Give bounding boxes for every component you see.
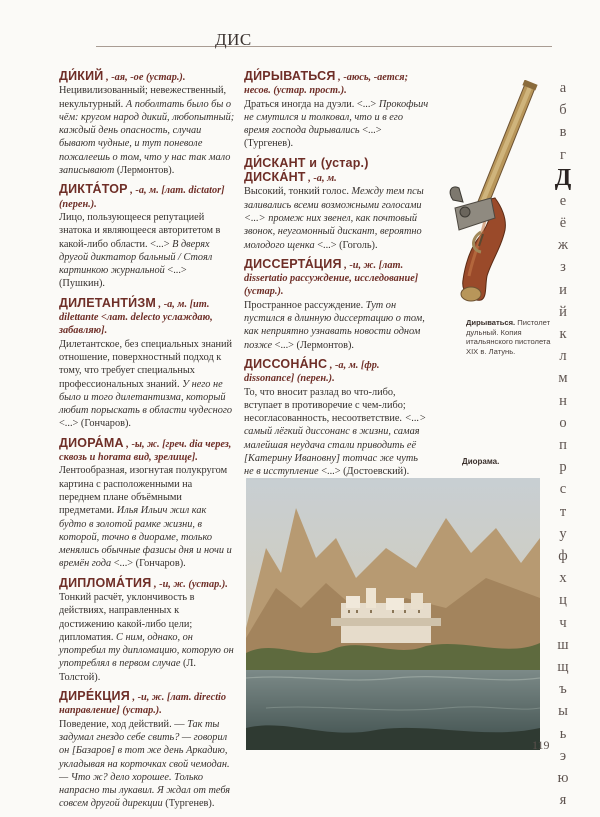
entry-grammar: , -ая, -ое (устар.). (106, 72, 186, 83)
alphabet-letter: ю (557, 770, 569, 787)
entry-source: <...> (Лермонтов). (274, 339, 355, 351)
entry-grammar: , -а, м. [лат. dictator] (перен.). (59, 185, 225, 210)
entry-source: <...> (Гончаров). (113, 558, 186, 570)
alphabet-letter: ж (557, 237, 569, 254)
entry-example: А поболтать было бы о чём: кругом народ дикий, любопытный; каждый день опасность, случаи бывают чудные, и тут поневоле пожалеешь о том, что у нас так мало записывают (59, 98, 235, 177)
dictionary-entry (244, 70, 429, 151)
alphabet-letter: ы (558, 703, 568, 720)
entry-grammar: , -и, ж. [лат. dissertatio рассуждение, исследование] (устар.). (244, 259, 419, 298)
alphabet-letter: в (559, 124, 567, 141)
entry-definition: Лентообразная, изогнутая полукругом картина с расположенными на переднем плане объёмными предметами. (59, 465, 228, 517)
dictionary-entry (59, 183, 235, 290)
entry-example: Так ты задумал гнездо себе свить? — говорил он [Базаров] в тот же день Аркадию, укладывая на корточках свой чемодан. — Что ж? дело хорошее. Только напрасно ты лукавил. Я ждал от тебя совсем другой дирекции (59, 718, 231, 810)
diorama-painting (246, 478, 540, 750)
alphabet-letter: э (559, 747, 567, 764)
entry-definition: Драться иногда на дуэли. <...> (244, 98, 377, 110)
entry-headword: ДИРЕ́КЦИЯ (59, 689, 130, 704)
alphabet-letter: и (559, 281, 567, 298)
alphabet-letter: у (559, 525, 567, 542)
entry-headword: ДИ́СКАНТ и (устар.) ДИСКА́НТ (244, 155, 369, 185)
alphabet-letter: р (559, 459, 567, 476)
right-column (244, 70, 429, 485)
left-column (59, 70, 235, 817)
alphabet-letter: г (560, 146, 566, 163)
pistol-illustration (425, 80, 545, 310)
entry-definition: Пространное рассуждение. (244, 299, 364, 311)
entry-example: Между тем псы заливались всеми возможными голосами <...> промеж них звенел, как почтовый звонок, неугомонный дискант, вероятно молодого щенка (244, 186, 424, 251)
alphabet-letter: х (559, 570, 567, 587)
entry-headword: ДИПЛОМА́ТИЯ (59, 575, 152, 590)
alphabet-letter: а (559, 80, 567, 96)
alphabet-letter: е (559, 192, 567, 209)
entry-example: В дверях другой диктатор бальный / Стоял картинкою журнальной (59, 238, 213, 277)
dictionary-entry (59, 690, 235, 811)
alphabet-letter: п (559, 437, 567, 454)
entry-headword: ДИЛЕТАНТИ́ЗМ (59, 295, 156, 310)
entry-example: С ним, однако, он употребил ту дипломацию, которую он употреблял в первом случае (59, 631, 234, 670)
page-number: 119 (532, 738, 550, 752)
dictionary-entry (244, 157, 429, 252)
entry-headword: ДИССОНА́НС (244, 356, 328, 371)
alphabet-letter: ф (558, 548, 568, 565)
entry-grammar: , -а, м. [фр. dissonance] (перен.). (244, 359, 380, 385)
entry-definition: Поведение, ход действий. — (59, 718, 185, 730)
entry-example: Илья Ильич жил как будто в золотой рамке жизни, в которой, точно в диораме, только менялись обычные фазисы дня и ночи и времён года (59, 505, 232, 570)
alphabet-letter: б (559, 102, 567, 119)
entry-definition: Нецивилизованный; невежественный, некультурный. (59, 85, 227, 110)
dictionary-entry (244, 358, 429, 479)
pistol-caption (466, 318, 554, 356)
entry-headword: ДИКТА́ТОР (59, 182, 128, 197)
entry-definition: Дилетантское, без специальных знаний отношение, поверхностный подход к тому, что требует специальных профессиональных знаний. (59, 338, 233, 390)
entry-definition: Тонкий расчёт, уклончивость в действиях, направленных к достижению какой-либо цели; дипломатия. (59, 591, 195, 643)
entry-grammar: , -и, ж. [лат. directio направление] (устар.). (59, 692, 227, 717)
alphabet-letter: ч (559, 614, 567, 631)
dictionary-entry (244, 258, 429, 352)
entry-source: (Лермонтов). (116, 165, 175, 177)
entry-source: (Тургенев). (165, 798, 215, 810)
entry-headword: ДИ́КИЙ (59, 69, 104, 83)
alphabet-letter: н (559, 392, 567, 409)
running-header: ДИС (215, 30, 252, 49)
alphabet-letter: й (559, 303, 567, 320)
entry-source: <...> (Гоголь). (317, 239, 378, 251)
entry-source: <...> (Гончаров). (59, 418, 131, 430)
entry-grammar: , -ы, ж. [греч. dia через, сквозь и horama вид, зрелище]. (59, 438, 232, 464)
entry-grammar: , -а, м. (308, 173, 337, 185)
alphabet-letter: ш (557, 636, 569, 653)
entry-source: (Л. Толстой). (59, 658, 196, 683)
alphabet-letter: ц (559, 592, 567, 609)
entry-grammar: , -а, м. [ит. dilettante <лат. delecto услаждаю, забавляю]. (59, 298, 213, 337)
dictionary-entry (59, 577, 235, 684)
alphabet-letter: ё (559, 215, 567, 232)
alphabet-letter: с (559, 481, 567, 498)
entry-source: <...> (Пушкин). (59, 265, 187, 290)
alphabet-letter: т (559, 503, 567, 520)
entry-source: <...> (Тургенев). (244, 125, 382, 150)
alphabet-letter: ъ (559, 681, 567, 698)
entry-example: <...> самый лёгкий диссонанс в жизни, самая малейшая неудача стали приводить её [Катерину Ивановну] тотчас же чуть не в исступление (244, 413, 427, 478)
alphabet-letter: з (560, 259, 566, 276)
alphabet-letter: о (559, 414, 567, 431)
entry-grammar: , -и, ж. (устар.). (154, 578, 228, 590)
pistol-caption-title: Дирываться. (466, 318, 516, 327)
dictionary-entry (59, 297, 235, 431)
header-rule (96, 46, 552, 47)
entry-grammar: , -аюсь, -ается; несов. (устар. прост.). (244, 72, 409, 97)
alphabet-letter: щ (557, 659, 569, 676)
entry-definition: То, что вносит разлад во что-либо, вступает в противоречие с чем-либо; несогласованность, несоответствие. (244, 386, 406, 425)
entry-definition: Высокий, тонкий голос. (244, 186, 349, 198)
entry-headword: ДИ́РЫВАТЬСЯ (244, 69, 336, 83)
pistol-caption-text: Пистолет дульный. Копия итальянского пистолета XIX в. Латунь. (466, 318, 551, 356)
alphabet-letter: л (559, 348, 567, 365)
alphabet-letter: я (559, 792, 567, 809)
entry-example: Тут он пустился в длинную диссертацию о том, как неприятно узнавать новости одном позже (244, 299, 425, 351)
entry-example: У него не было и того дилетантизма, который любит порыскать в области чудесного (59, 378, 233, 417)
entry-example: Прокофьич не смутился и толковал, что и в его время господа дирывались (244, 98, 429, 137)
alphabet-letter: ь (559, 725, 567, 742)
entry-headword: ДИССЕРТА́ЦИЯ (244, 256, 342, 271)
entry-source: <...> (Достоевский). (321, 466, 410, 478)
entry-definition: Лицо, пользующееся репутацией знатока и являющееся авторитетом в какой-либо области. <...> (59, 211, 221, 250)
entry-headword: ДИОРА́МА (59, 435, 124, 450)
alphabet-letter: м (558, 370, 568, 387)
diorama-caption: Диорама. (462, 457, 500, 466)
dictionary-entry (59, 437, 235, 571)
alphabet-index (551, 77, 575, 812)
alphabet-letter: Д (554, 164, 572, 191)
dictionary-entry (59, 70, 235, 177)
alphabet-letter: к (559, 326, 567, 343)
